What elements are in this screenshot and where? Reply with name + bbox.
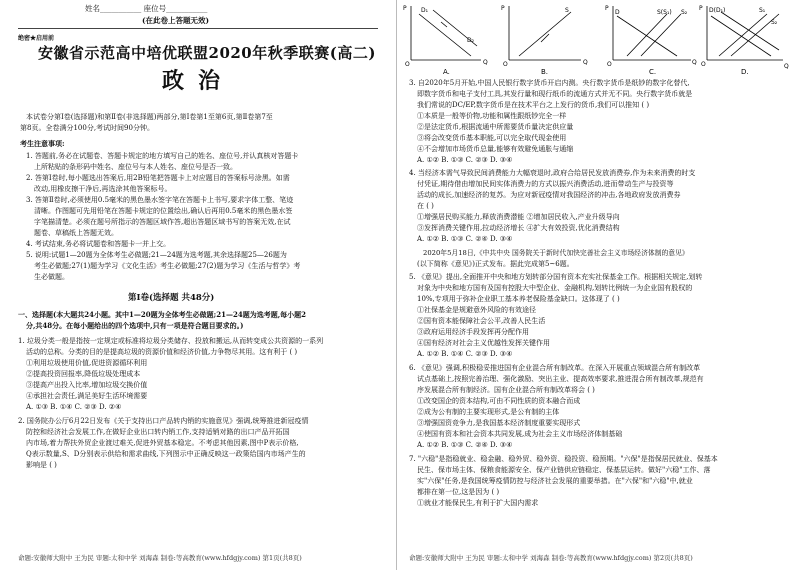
axis-q: Q: [583, 59, 588, 66]
note-line: 考生必做题;27(1)题为学习《文化生活》考生必做题;27(2)题为学习《生活与哲学》考: [34, 262, 301, 270]
question-3-line: 我们常说的DC/EP,数字货币是在技术平台之上发行的货币,我们可以推知 ( ): [417, 101, 650, 109]
question-5-option: ②国有资本能保障社会公平,改善人民生活: [417, 317, 546, 325]
question-4-answers: A. ①② B. ①③ C. ②④ D. ③④: [417, 235, 513, 243]
note-line: 3. 答第Ⅱ卷时,必须使用0.5毫米的黑色墨水签字笔在答题卡上书写,要求字体工整、笔迹: [26, 196, 294, 204]
curve-label: S₂: [681, 9, 688, 16]
note-line: 清晰。作图题可先用铅笔在答题卡规定的位置绘出,确认后再用0.5毫米的黑色墨水签: [34, 207, 293, 215]
axis-p: P: [403, 5, 407, 12]
question-4-line: 4. 当经济本需气导致民间消费能力大幅衰退时,政府合给居民发放消费券,作为未来消费的时支: [409, 169, 696, 177]
curve-label: S₁: [759, 7, 766, 14]
q5-intro: 2020年5月18日,《中共中央 国务院关于新时代加快完善社会主义市场经济体制的意见》: [423, 249, 689, 257]
note-line: 改动,用橡皮擦干净后,再选涂其他答案标号。: [34, 185, 172, 193]
question-3-option: ②是法定货币,根据流通中所需要货币量决定供应量: [417, 123, 574, 131]
q5-intro: (以下简称《意见》)正式发布。据此完成第5~6题。: [417, 260, 574, 268]
question-3-option: ④不会增加市场货币总量,能够有效避免通胀与通缩: [417, 145, 574, 153]
question-7-line: 实"六保"任务,是我国统筹疫情防控与经济社会发展的重要举措。在"六保"和"六稳"中,就业: [417, 477, 693, 485]
section-desc: 分,共48分。在每小题给出的四个选项中,只有一项是符合题目要求的。): [26, 321, 244, 330]
question-5-option: ③政府运用经济手段发挥再分配作用: [417, 328, 529, 336]
question-6-answers: A. ①② B. ①③ C. ②④ D. ③④: [417, 441, 513, 449]
question-1-option: ④承担社会责任,满足美好生活环境需要: [26, 392, 148, 400]
question-4-option: ①增强居民购买能力,释放消费潜能 ②增加居民收入,产业升级导向: [417, 213, 620, 221]
question-5-line: 10%,专项用于弥补企业职工基本养老保险基金缺口。这体现了 ( ): [417, 295, 620, 303]
question-2-line: 防控和经济社会发展工作,在做好企业出口转内销工作,支持适销对路的出口产品开拓国: [26, 428, 290, 436]
origin: O: [607, 61, 612, 68]
axis-p: P: [501, 5, 505, 12]
header-name-line: 姓名___________ 座位号___________: [85, 4, 208, 13]
question-5-line: 对象为中央和地方国有及国有控股大中型企业、金融机构,划转比例统一为企业国有股权的: [417, 284, 693, 292]
question-1-option: ①利用垃圾使用价值,促进资源循环利用: [26, 359, 148, 367]
question-6-option: ②成为公有制的主要实现形式,是公有制的主体: [417, 408, 560, 416]
origin: O: [503, 61, 508, 68]
graph-option-label: B.: [541, 68, 549, 76]
arrow-icon: [441, 22, 447, 27]
arrow-icon: [541, 34, 549, 42]
axis-q: Q: [784, 63, 789, 70]
secret-label: 绝密★启用前: [18, 35, 55, 42]
question-1-answers: A. ①③ B. ①④ C. ②③ D. ②④: [26, 403, 122, 411]
question-5-line: 5. 《意见》提出,全面推开中央和地方划转部分国有资本充实社保基金工作。根据相关规定,划转: [409, 273, 703, 281]
axis-q: Q: [483, 59, 488, 66]
page-footer: 命题:安徽师大附中 王为民 审题:太和中学 刘海森 制卷:等高教育(www.hfdgjy.com) 第2页(共8页): [409, 554, 693, 562]
graph-option-label: A.: [443, 68, 450, 76]
curve-label: S₂: [771, 19, 778, 26]
question-4-option: ③发挥消费关键作用,拉动经济增长 ④扩大有效投资,优化消费结构: [417, 224, 620, 232]
intro-line: 本试卷分第Ⅰ卷(选择题)和第Ⅱ卷(非选择题)两部分,第Ⅰ卷第1至第6页,第Ⅱ卷第7至: [26, 113, 273, 121]
question-6-option: ③增强国资竞争力,是我国基本经济制度重要实现形式: [417, 419, 581, 427]
exam-page-2: [397, 0, 794, 570]
note-line: 2. 答第Ⅰ卷时,每小题选出答案后,用2B铅笔把答题卡上对应题目的答案标号涂黑。如需: [26, 174, 290, 182]
graph-b: [501, 5, 588, 76]
supply-demand-graphs: [401, 2, 791, 76]
note-line: 1. 答题前,务必在试题卷、答题卡规定的地方填写自己的姓名、座位号,并认真核对答题卡: [26, 152, 299, 160]
graph-option-label: C.: [649, 68, 657, 76]
curve-label: S(S₁): [657, 9, 672, 16]
graph-a: [403, 5, 488, 76]
notes-title: 考生注意事项:: [20, 139, 65, 148]
question-7-line: 7. "六稳"是指稳就业、稳金融、稳外贸、稳外资、稳投资、稳预期。"六保"是指保居民就业、保基本: [409, 455, 718, 463]
question-7-line: 都排在第一位,这是因为 ( ): [417, 488, 500, 496]
question-6-line: 试点基础上,按照完善治理、强化激励、突出主业、提高效率要求,推进混合所有制改革,规范有: [417, 375, 704, 383]
origin: O: [405, 61, 410, 68]
question-5-option: ①社保基金是规避意外风险的有效途径: [417, 306, 536, 314]
curve-label: D: [615, 9, 620, 16]
question-4-line: 在 ( ): [417, 202, 434, 210]
axis-p: P: [699, 5, 703, 12]
question-1-option: ③提高产出投入比率,增加垃圾交换价值: [26, 381, 148, 389]
subject-title: 政治: [162, 68, 235, 94]
question-6-option: ④使国有资本和社会资本共同发展,成为社会主义市场经济体制基础: [417, 430, 623, 438]
page-footer: 命题:安徽师大附中 王为民 审题:太和中学 刘海森 制卷:等高教育(www.hfdgjy.com) 第1页(共8页): [18, 554, 302, 562]
note-line: 字笔描清楚。必须在题号所指示的答题区域作答,超出答题区域书写的答案无效,在试: [34, 218, 291, 226]
question-6-line: 序发展混合所有制经济。国有企业混合所有制改革将会 ( ): [417, 386, 595, 394]
intro-line: 第8页。全卷满分100分,考试时间90分钟。: [20, 124, 154, 132]
section-desc: 一、选择题(本大题共24小题。其中1—20题为全体考生必做题;21—24题为选考题,每小题2: [18, 310, 307, 319]
graph-c: [605, 5, 697, 76]
note-line: 5. 说明:试题1—20题为全体考生必做题;21—24题为选考题,其余选择题25—26题为: [26, 251, 287, 259]
question-3-answers: A. ①② B. ①③ C. ②③ D. ③④: [417, 156, 513, 164]
question-2-line: 2. 国务院办公厅6月22日发布《关于支持出口产品转内销的实施意见》强调,统筹推进新冠疫情: [18, 417, 309, 425]
question-1-option: ②提高投资回报率,降低垃圾处理成本: [26, 370, 141, 378]
question-3-option: ③将会改变货币基本职能,可以完全取代现金使用: [417, 134, 567, 142]
graph-d: [699, 5, 789, 76]
origin: O: [701, 61, 706, 68]
question-3-line: 3. 自2020年5月开始,中国人民银行数字货币开启内测。央行数字货币是纸钞的数字化替代,: [409, 79, 690, 87]
question-1-line: 活动的总称。分类的目的是提高垃圾的资源价值和经济价值,力争物尽其用。这有利于 ( ): [26, 348, 298, 356]
note-line: 题卷、草稿纸上答题无效。: [34, 229, 118, 237]
question-5-option: ④国有经济对社会主义优越性发挥关键作用: [417, 339, 550, 347]
note-line: 生必做题。: [34, 273, 69, 281]
graph-option-label: D.: [741, 68, 749, 76]
exam-title: 安徽省示范高中培优联盟2020年秋季联赛(高二): [38, 44, 376, 62]
curve-label: D(D₁): [709, 7, 726, 14]
question-6-option: ①改变国企的资本结构,可由不同性质的资本融合而成: [417, 397, 581, 405]
question-1-line: 1. 垃圾分类一般是指按一定规定或标准将垃圾分类储存、投放和搬运,从而转变成公共资源的一系列: [18, 337, 324, 345]
question-5-answers: A. ①② B. ①④ C. ②③ D. ③④: [417, 350, 513, 358]
question-4-line: 付凭证,期待借由增加民间实体消费力的方式以振兴消费活动,进而带动生产与投资等: [417, 180, 674, 188]
question-6-line: 6. 《意见》强调,积极稳妥推进国有企业混合所有制改革。在深入开展重点领域混合所有制改革: [409, 364, 701, 372]
curve-label: S: [565, 7, 569, 14]
section-title: 第Ⅰ卷(选择题 共48分): [128, 293, 215, 303]
curve-label: D₁: [421, 7, 429, 14]
note-line: 4. 考试结束,务必将试题卷和答题卡一并上交。: [26, 240, 171, 248]
header-rule: [18, 28, 378, 29]
question-2-line: Q表示数量,S、D分别表示供给和需求曲线,下列图示中正确反映这一政策给国内市场产生的: [26, 450, 306, 458]
question-4-line: 活动的成长,加速经济的复苏。为应对新冠疫情对我国经济的冲击,各地政府发放消费券: [417, 191, 681, 199]
question-3-line: 即数字货币和电子支付工具,其发行量和现行纸币的流通方式并无不同。央行数字货币就是: [417, 90, 693, 98]
question-2-line: 影响是 ( ): [26, 461, 57, 469]
axis-q: Q: [692, 59, 697, 66]
axis-p: P: [605, 5, 609, 12]
question-3-option: ①本质是一般等价物,功能和属性跟纸钞完全一样: [417, 112, 567, 120]
curve-label: D₂: [467, 37, 475, 44]
question-7-option: ①就业才能保民生,有利于扩大国内需求: [417, 499, 539, 507]
question-2-line: 内市场,着力帮扶外贸企业渡过难关,促进外贸基本稳定。不考虑其他因素,图中P表示价格,: [26, 439, 299, 447]
question-7-line: 民生、保市场主体、保粮食能源安全、保产业链供应链稳定、保基层运转。做好"六稳"工作、落: [417, 466, 711, 474]
header-notice: (在此卷上答题无效): [142, 16, 210, 25]
note-line: 上所粘贴的条形码中姓名、座位号与本人姓名、座位号是否一致。: [34, 163, 237, 171]
